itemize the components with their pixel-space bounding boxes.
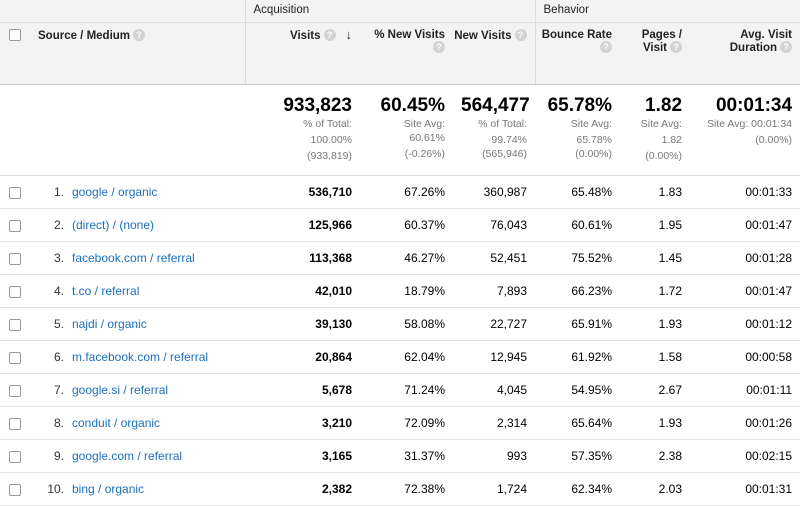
column-header-pct-new-visits-label: % New Visits (374, 28, 445, 41)
summary-avg-visit-duration (690, 84, 800, 176)
summary-pct-new-visits-note1: Site Avg: 60.61% (403, 118, 445, 144)
summary-avg-visit-duration-value: 00:01:34 (715, 94, 793, 116)
row-new-visits: 12,945 (453, 341, 535, 374)
row-source-link[interactable]: t.co / referral (72, 284, 140, 299)
group-header-acquisition: Acquisition (245, 0, 535, 22)
column-header-avg-visit-duration-line2: Duration (729, 41, 778, 54)
row-pct-new-visits: 67.26% (360, 176, 453, 209)
row-checkbox[interactable] (9, 253, 21, 265)
row-source-link[interactable]: bing / organic (72, 482, 145, 497)
column-header-source-medium-label: Source / Medium (38, 29, 131, 42)
row-checkbox-cell[interactable] (0, 407, 30, 440)
row-pct-new-visits: 31.37% (360, 440, 453, 473)
row-pct-new-visits: 72.09% (360, 407, 453, 440)
row-checkbox-cell[interactable] (0, 374, 30, 407)
row-index: 10. (47, 482, 64, 497)
column-header-pct-new-visits[interactable] (360, 22, 453, 84)
row-visits: 3,210 (245, 407, 360, 440)
row-bounce-rate: 57.35% (535, 440, 620, 473)
column-header-source-medium[interactable] (30, 22, 245, 84)
row-avg-visit-duration: 00:01:12 (690, 308, 800, 341)
summary-pages-visit-note1: Site Avg: (640, 118, 683, 131)
row-source-link[interactable]: m.facebook.com / referral (72, 350, 209, 365)
row-new-visits: 4,045 (453, 374, 535, 407)
summary-bounce-rate-note1: Site Avg: (570, 118, 613, 131)
help-icon[interactable]: ? (600, 41, 612, 53)
row-pct-new-visits: 72.38% (360, 473, 453, 506)
row-source-link[interactable]: (direct) / (none) (72, 218, 155, 233)
help-icon[interactable]: ? (515, 29, 527, 41)
row-index: 1. (53, 185, 64, 200)
row-pages-visit: 1.72 (620, 275, 690, 308)
row-checkbox[interactable] (9, 286, 21, 298)
row-checkbox-cell[interactable] (0, 242, 30, 275)
summary-visits-note2: 100.00% (310, 133, 352, 146)
column-header-new-visits[interactable] (453, 22, 535, 84)
row-bounce-rate: 65.48% (535, 176, 620, 209)
row-index: 7. (53, 383, 64, 398)
summary-checkbox-spacer (0, 84, 30, 176)
row-index: 4. (53, 284, 64, 299)
column-header-visits-label: Visits (290, 29, 321, 42)
summary-avg-visit-duration-note2: (0.00%) (755, 133, 793, 146)
summary-avg-visit-duration-note1: Site Avg: 00:01:34 (706, 118, 793, 131)
row-pages-visit: 2.67 (620, 374, 690, 407)
row-checkbox-cell[interactable] (0, 473, 30, 506)
column-header-avg-visit-duration[interactable] (690, 22, 800, 84)
table-row[interactable] (0, 407, 800, 440)
summary-visits-value: 933,823 (283, 94, 352, 116)
row-dimension-cell (30, 341, 245, 374)
column-header-pages-visit[interactable] (620, 22, 690, 84)
row-visits: 125,966 (245, 209, 360, 242)
row-dimension-cell (30, 308, 245, 341)
help-icon[interactable]: ? (780, 41, 792, 53)
row-checkbox[interactable] (9, 451, 21, 463)
row-visits: 42,010 (245, 275, 360, 308)
column-header-visits[interactable] (245, 22, 360, 84)
row-avg-visit-duration: 00:01:47 (690, 275, 800, 308)
row-index: 2. (53, 218, 64, 233)
summary-pct-new-visits (360, 84, 453, 176)
summary-pages-visit-note3: (0.00%) (645, 149, 683, 162)
summary-visits-note3: (933,819) (307, 149, 352, 162)
group-header-behavior: Behavior (535, 0, 800, 22)
row-index: 9. (53, 449, 64, 464)
row-source-link[interactable]: najdi / organic (72, 317, 147, 332)
row-new-visits: 22,727 (453, 308, 535, 341)
row-checkbox-cell[interactable] (0, 209, 30, 242)
summary-row (0, 84, 800, 176)
row-checkbox-cell[interactable] (0, 275, 30, 308)
column-header-pages-visit-line2: Visit (642, 41, 668, 54)
summary-dimension-cell (30, 84, 245, 176)
table-row[interactable] (0, 209, 800, 242)
row-index: 3. (53, 251, 64, 266)
row-visits: 20,864 (245, 341, 360, 374)
summary-visits-note1: % of Total: (303, 118, 352, 131)
row-pages-visit: 1.93 (620, 308, 690, 341)
help-icon[interactable]: ? (433, 41, 445, 53)
row-dimension-cell (30, 275, 245, 308)
row-pages-visit: 2.03 (620, 473, 690, 506)
row-source-link[interactable]: google / organic (72, 185, 158, 200)
help-icon[interactable]: ? (133, 29, 145, 41)
row-bounce-rate: 60.61% (535, 209, 620, 242)
row-avg-visit-duration: 00:01:33 (690, 176, 800, 209)
summary-bounce-rate-value: 65.78% (547, 94, 613, 116)
row-visits: 2,382 (245, 473, 360, 506)
row-dimension-cell (30, 242, 245, 275)
summary-new-visits-note2: 99.74% (565,946) (482, 133, 528, 160)
table-row[interactable] (0, 176, 800, 209)
row-new-visits: 1,724 (453, 473, 535, 506)
row-bounce-rate: 61.92% (535, 341, 620, 374)
row-visits: 39,130 (245, 308, 360, 341)
row-new-visits: 993 (453, 440, 535, 473)
row-bounce-rate: 66.23% (535, 275, 620, 308)
row-new-visits: 360,987 (453, 176, 535, 209)
row-checkbox[interactable] (9, 319, 21, 331)
row-bounce-rate: 65.91% (535, 308, 620, 341)
select-all-checkbox[interactable] (9, 29, 21, 41)
row-checkbox[interactable] (9, 352, 21, 364)
row-bounce-rate: 75.52% (535, 242, 620, 275)
row-dimension-cell (30, 440, 245, 473)
row-checkbox-cell[interactable] (0, 308, 30, 341)
row-new-visits: 7,893 (453, 275, 535, 308)
row-checkbox-cell[interactable] (0, 341, 30, 374)
table-row[interactable] (0, 374, 800, 407)
group-header-checkbox-spacer (0, 0, 30, 22)
row-dimension-cell (30, 407, 245, 440)
table-row[interactable] (0, 341, 800, 374)
row-checkbox-cell[interactable] (0, 440, 30, 473)
column-header-pages-visit-line1: Pages / (641, 28, 683, 41)
row-pages-visit: 2.38 (620, 440, 690, 473)
help-icon[interactable]: ? (324, 29, 336, 41)
column-group-header-row (0, 0, 800, 22)
row-avg-visit-duration: 00:01:47 (690, 209, 800, 242)
summary-bounce-rate-note2: 65.78% (0.00%) (575, 133, 613, 160)
column-header-avg-visit-duration-line1: Avg. Visit (740, 28, 793, 41)
row-new-visits: 2,314 (453, 407, 535, 440)
table-row[interactable] (0, 242, 800, 275)
table-row[interactable] (0, 308, 800, 341)
group-header-dimension-spacer (30, 0, 245, 22)
row-avg-visit-duration: 00:01:26 (690, 407, 800, 440)
row-source-link[interactable]: facebook.com / referral (72, 251, 195, 266)
row-pct-new-visits: 58.08% (360, 308, 453, 341)
summary-new-visits-note1: % of Total: (478, 118, 528, 131)
select-all-checkbox-cell[interactable] (0, 22, 30, 84)
row-avg-visit-duration: 00:02:15 (690, 440, 800, 473)
row-bounce-rate: 54.95% (535, 374, 620, 407)
summary-pages-visit-note2: 1.82 (661, 133, 683, 146)
row-pct-new-visits: 62.04% (360, 341, 453, 374)
summary-pct-new-visits-value: 60.45% (380, 94, 445, 116)
row-index: 6. (53, 350, 64, 365)
summary-new-visits-value: 564,477 (461, 94, 530, 116)
row-pages-visit: 1.58 (620, 341, 690, 374)
help-icon[interactable]: ? (670, 41, 682, 53)
column-header-row (0, 22, 800, 84)
summary-bounce-rate (535, 84, 620, 176)
row-index: 5. (53, 317, 64, 332)
row-visits: 5,678 (245, 374, 360, 407)
row-pages-visit: 1.83 (620, 176, 690, 209)
table-row[interactable] (0, 473, 800, 506)
row-checkbox[interactable] (9, 484, 21, 496)
column-header-new-visits-label: New Visits (454, 29, 512, 42)
row-pages-visit: 1.95 (620, 209, 690, 242)
row-visits: 3,165 (245, 440, 360, 473)
row-new-visits: 52,451 (453, 242, 535, 275)
row-source-link[interactable]: google.si / referral (72, 383, 169, 398)
row-avg-visit-duration: 00:00:58 (690, 341, 800, 374)
summary-new-visits (453, 84, 535, 176)
row-visits: 536,710 (245, 176, 360, 209)
sort-descending-icon[interactable]: ↓ (345, 26, 352, 42)
row-avg-visit-duration: 00:01:28 (690, 242, 800, 275)
row-pages-visit: 1.93 (620, 407, 690, 440)
summary-pages-visit (620, 84, 690, 176)
column-header-bounce-rate-label: Bounce Rate (541, 28, 613, 41)
row-pages-visit: 1.45 (620, 242, 690, 275)
column-header-bounce-rate[interactable] (535, 22, 620, 84)
row-checkbox[interactable] (9, 418, 21, 430)
row-checkbox-cell[interactable] (0, 176, 30, 209)
row-avg-visit-duration: 00:01:31 (690, 473, 800, 506)
row-dimension-cell (30, 176, 245, 209)
summary-pct-new-visits-note2: (-0.26%) (404, 147, 445, 160)
row-checkbox[interactable] (9, 385, 21, 397)
table-row[interactable] (0, 440, 800, 473)
row-dimension-cell (30, 473, 245, 506)
summary-visits (245, 84, 360, 176)
row-new-visits: 76,043 (453, 209, 535, 242)
row-pct-new-visits: 18.79% (360, 275, 453, 308)
row-pct-new-visits: 71.24% (360, 374, 453, 407)
row-checkbox[interactable] (9, 187, 21, 199)
row-pct-new-visits: 46.27% (360, 242, 453, 275)
row-dimension-cell (30, 374, 245, 407)
row-source-link[interactable]: google.com / referral (72, 449, 183, 464)
table-row[interactable] (0, 275, 800, 308)
row-bounce-rate: 65.64% (535, 407, 620, 440)
row-source-link[interactable]: conduit / organic (72, 416, 161, 431)
row-index: 8. (53, 416, 64, 431)
row-checkbox[interactable] (9, 220, 21, 232)
row-pct-new-visits: 60.37% (360, 209, 453, 242)
row-visits: 113,368 (245, 242, 360, 275)
row-bounce-rate: 62.34% (535, 473, 620, 506)
row-dimension-cell (30, 209, 245, 242)
row-avg-visit-duration: 00:01:11 (690, 374, 800, 407)
summary-pages-visit-value: 1.82 (645, 94, 683, 116)
